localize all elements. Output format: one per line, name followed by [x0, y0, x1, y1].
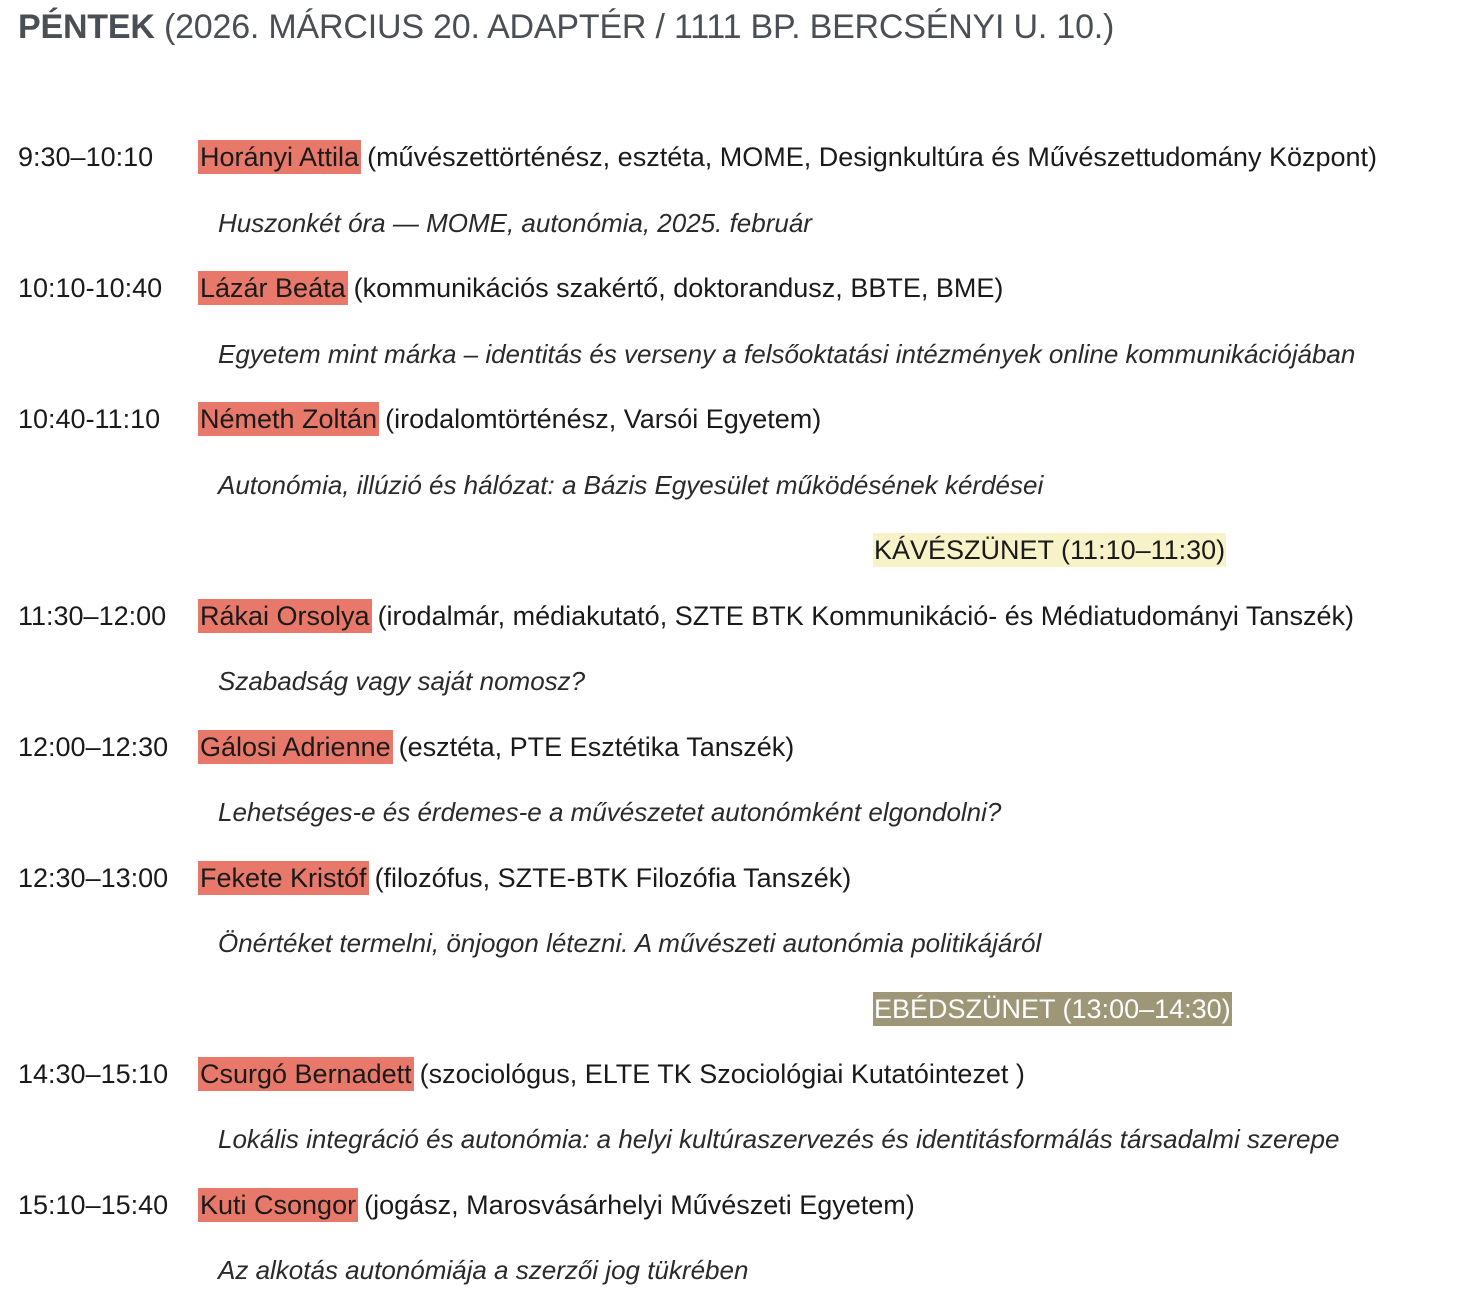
speaker-name: Gálosi Adrienne	[200, 732, 391, 762]
talk-title: Egyetem mint márka – identitás és verseny a felsőoktatási intézmények online kommunikációjában	[218, 339, 1356, 369]
session-row	[18, 599, 1354, 633]
session-time: 10:40-11:10	[18, 404, 161, 434]
talk-title: Szabadság vagy saját nomosz?	[218, 666, 586, 696]
session-time: 15:10–15:40	[18, 1190, 169, 1220]
session-row	[18, 1057, 1025, 1091]
speaker-name: Fekete Kristóf	[200, 863, 367, 893]
session-time: 12:30–13:00	[18, 863, 169, 893]
page-title-day: PÉNTEK	[18, 8, 155, 46]
speaker-name: Csurgó Bernadett	[200, 1059, 412, 1089]
speaker-name: Rákai Orsolya	[200, 601, 370, 631]
talk-title: Lehetséges-e és érdemes-e a művészetet autonómként elgondolni?	[218, 797, 1002, 827]
page-title	[18, 4, 1114, 50]
page-title-details: (2026. MÁRCIUS 20. ADAPTÉR / 1111 BP. BERCSÉNYI U. 10.)	[154, 8, 1115, 46]
session-row	[18, 402, 821, 436]
speaker-affiliation: (irodalmár, médiakutató, SZTE BTK Kommunikáció- és Médiatudományi Tanszék)	[377, 601, 1354, 631]
speaker-affiliation: (kommunikációs szakértő, doktorandusz, BBTE, BME)	[353, 273, 1004, 303]
talk-title: Autonómia, illúzió és hálózat: a Bázis Egyesület működésének kérdései	[218, 470, 1044, 500]
talk-title: Az alkotás autonómiája a szerzői jog tükrében	[218, 1255, 749, 1285]
speaker-name: Németh Zoltán	[200, 404, 378, 434]
coffee-break-label: KÁVÉSZÜNET (11:10–11:30)	[874, 535, 1226, 565]
session-row	[18, 730, 794, 764]
lunch-break-label: EBÉDSZÜNET (13:00–14:30)	[874, 994, 1231, 1024]
session-row	[18, 861, 851, 895]
session-time: 14:30–15:10	[18, 1059, 169, 1089]
talk-title: Önértéket termelni, önjogon létezni. A művészeti autonómia politikájáról	[218, 928, 1042, 958]
speaker-affiliation: (jogász, Marosvásárhelyi Művészeti Egyetem)	[364, 1190, 915, 1220]
session-row	[18, 140, 1377, 174]
speaker-affiliation: (filozófus, SZTE-BTK Filozófia Tanszék)	[374, 863, 852, 893]
talk-title: Lokális integráció és autonómia: a helyi kultúraszervezés és identitásformálás társadalmi szerepe	[218, 1124, 1340, 1154]
session-time: 9:30–10:10	[18, 142, 154, 172]
speaker-name: Lázár Beáta	[200, 273, 346, 303]
session-row	[18, 1188, 915, 1222]
speaker-affiliation: (irodalomtörténész, Varsói Egyetem)	[385, 404, 822, 434]
speaker-affiliation: (szociológus, ELTE TK Szociológiai Kutatóintezet )	[419, 1059, 1025, 1089]
talk-title: Huszonkét óra — MOME, autonómia, 2025. február	[218, 208, 812, 238]
session-time: 10:10-10:40	[18, 273, 163, 303]
session-row	[18, 271, 1003, 305]
speaker-affiliation: (művészettörténész, esztéta, MOME, Designkultúra és Művészettudomány Központ)	[367, 142, 1378, 172]
session-time: 12:00–12:30	[18, 732, 169, 762]
session-time: 11:30–12:00	[18, 601, 167, 631]
speaker-affiliation: (esztéta, PTE Esztétika Tanszék)	[398, 732, 795, 762]
speaker-name: Horányi Attila	[200, 142, 360, 172]
speaker-name: Kuti Csongor	[200, 1190, 357, 1220]
